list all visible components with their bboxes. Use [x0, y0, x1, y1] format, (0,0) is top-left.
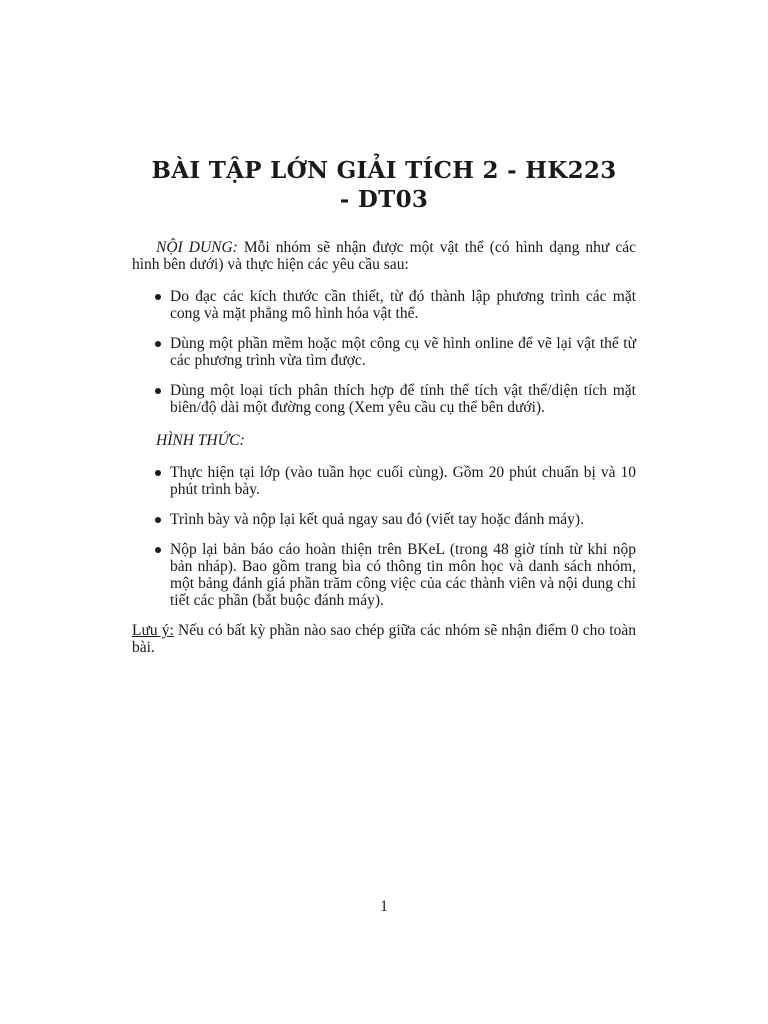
- list-item-text: Trình bày và nộp lại kết quả ngay sau đó (viết tay hoặc đánh máy).: [170, 511, 584, 528]
- form-list: [132, 464, 636, 609]
- list-item: [132, 382, 636, 416]
- list-item-text: Dùng một loại tích phân thích hợp để tính thể tích vật thể/diện tích mặt biên/độ dài một đường cong (Xem yêu cầu cụ thể bên dưới).: [170, 382, 636, 416]
- list-item-text: Nộp lại bản báo cáo hoàn thiện trên BKeL (trong 48 giờ tính từ khi nộp bản nháp). Bao gồm trang bìa có thông tin môn học và danh sách nhóm, một bảng đánh giá phần trăm công việc của các thành viên và nội dung chi tiết các phần (bắt buộc đánh máy).: [170, 541, 636, 609]
- bullet-icon: [155, 388, 161, 394]
- note-paragraph: [132, 622, 636, 656]
- list-item-text: Do đạc các kích thước cần thiết, từ đó thành lập phương trình các mặt cong và mặt phẳng mô hình hóa vật thể.: [170, 288, 636, 322]
- bullet-icon: [155, 294, 161, 300]
- list-item: [132, 541, 636, 609]
- content-label: NỘI DUNG:: [156, 239, 238, 256]
- bullet-icon: [155, 341, 161, 347]
- page-number: 1: [380, 898, 388, 915]
- note-text: Nếu có bất kỳ phần nào sao chép giữa các nhóm sẽ nhận điểm 0 cho toàn bài.: [132, 622, 636, 656]
- list-item: [132, 335, 636, 369]
- document-title: BÀI TẬP LỚN GIẢI TÍCH 2 - HK223 - DT03: [151, 157, 617, 213]
- note-label: Lưu ý:: [132, 622, 174, 639]
- list-item-text: Dùng một phần mềm hoặc một công cụ vẽ hình online để vẽ lại vật thể từ các phương trình vừa tìm được.: [170, 335, 636, 369]
- list-item: [132, 511, 636, 528]
- bullet-icon: [155, 547, 161, 553]
- intro-text: Mỗi nhóm sẽ nhận được một vật thể (có hình dạng như các hình bên dưới) và thực hiện các yêu cầu sau:: [132, 239, 636, 273]
- list-item: [132, 288, 636, 322]
- intro-paragraph: [132, 239, 636, 273]
- list-item: [132, 464, 636, 498]
- list-item-text: Thực hiện tại lớp (vào tuần học cuối cùng). Gồm 20 phút chuẩn bị và 10 phút trình bày.: [170, 464, 636, 498]
- form-heading: HÌNH THỨC:: [156, 432, 245, 449]
- bullet-icon: [155, 517, 161, 523]
- content-list: [132, 288, 636, 416]
- document-body: [132, 239, 636, 656]
- bullet-icon: [155, 470, 161, 476]
